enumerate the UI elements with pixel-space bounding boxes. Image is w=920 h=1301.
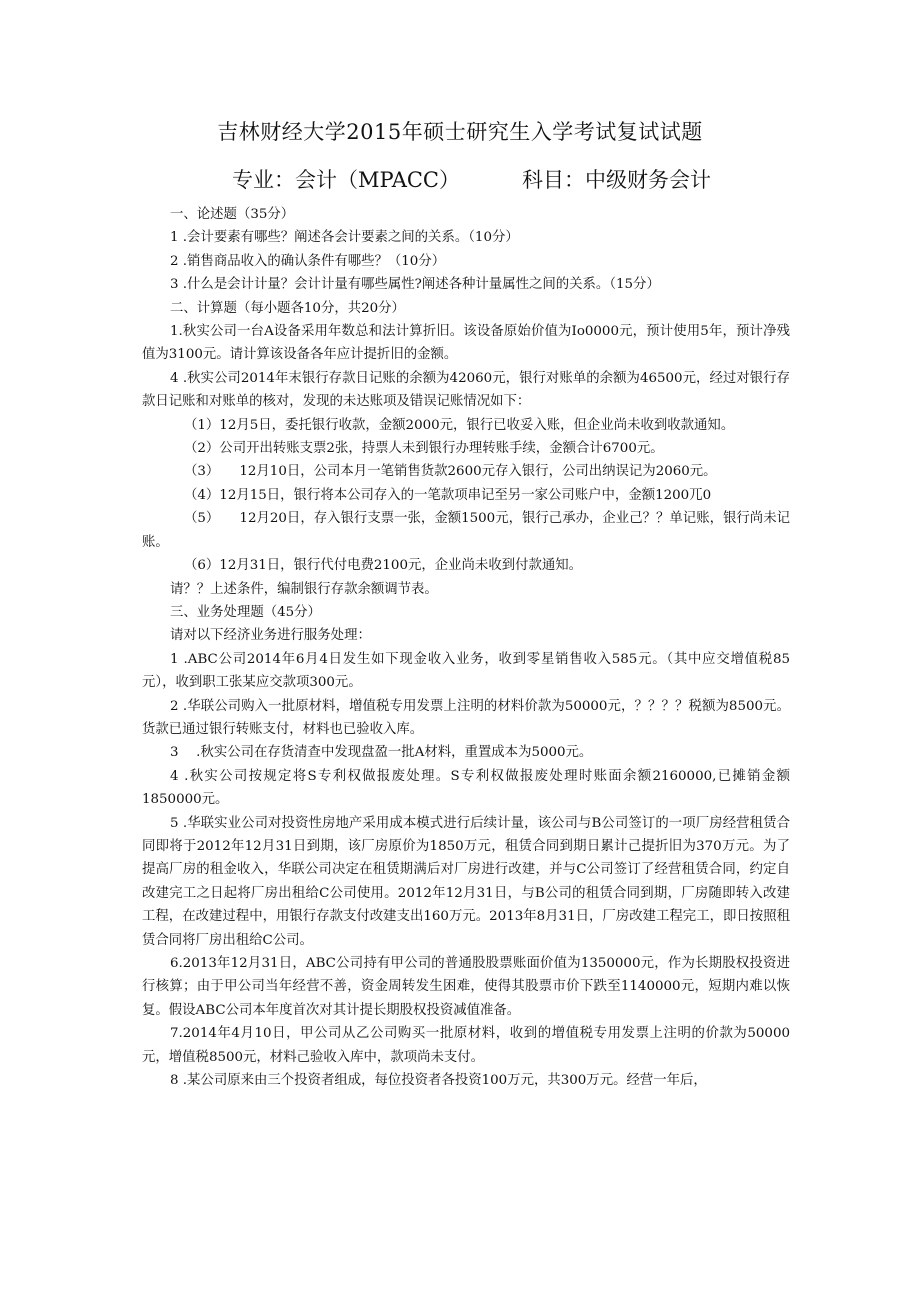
essay-question-2: 2 .销售商品收入的确认条件有哪些？（10分） [170, 253, 446, 269]
business-question-8: 8 .某公司原来由三个投资者组成，每位投资者各投资100万元，共300万元。经营一年后， [170, 1073, 707, 1089]
calculation-question-2: 4 .秋实公司2014年末银行存款日记账的余额为42060元，银行对账单的余额为46500元，经过对银行存款日记账和对账单的核对，发现的未达账项及错误记账情况如下： [142, 370, 790, 410]
business-question-1: 1 .ABC公司2014年6月4日发生如下现金收入业务，收到零星销售收入585元。（其中应交增值税85元），收到职工张某应交款项300元。 [142, 651, 790, 691]
exam-body [142, 203, 790, 1092]
business-instruction: 请对以下经济业务进行服务处理： [170, 628, 371, 644]
subject-label: 科目：中级财务会计 [522, 168, 711, 192]
section-heading-business: 三、业务处理题（45分） [170, 604, 321, 620]
exam-title: 吉林财经大学2015年硕士研究生入学考试复试试题 [217, 120, 703, 144]
calculation-question-1: 1.秋实公司一台A设备采用年数总和法计算折旧。该设备原始价值为Io0000元，预计使用5年，预计净残值为3100元。请计算该设备各年应计提折旧的金额。 [142, 324, 790, 363]
section-heading-essay: 一、论述题（35分） [170, 207, 295, 222]
business-question-5: 5 .华联实业公司对投资性房地产采用成本模式进行后续计量，该公司与B公司签订的一项厂房经营租赁合同即将于2012年12月31日到期，该厂房原价为1850万元，租赁合同到期日累计己提折旧为370万元。为了提高厂房的租金收入，华联公司决定在租赁期满后对厂房进行改建，并与C公司签订了经营租赁合同，约定自改建完工之日起将厂房出租给C公司使用。2012年12月31日，与B公司的租赁合同到期，厂房随即转入改建工程，在改建过程中，用银行存款支付改建支出160万元。2013年8月31日，厂房改建工程完工，即日按照租赁合同将厂房出租给C公司。 [142, 815, 790, 948]
reconciliation-item-1: （1）12月5日，委托银行收款，金额2000元，银行已收妥入账，但企业尚未收到收款通知。 [184, 417, 735, 433]
major-label: 专业：会计（MPACC） [232, 168, 461, 192]
reconciliation-item-2: （2）公司开出转账支票2张，持票人未到银行办理转账手续，金额合计6700元。 [184, 441, 664, 457]
business-question-2: 2 .华联公司购入一批原材料，增值税专用发票上注明的材料价款为50000元，？？？？税额为8500元。货款已通过银行转账支付，材料也已验收入库。 [142, 698, 790, 737]
essay-question-1: 1 .会计要素有哪些？阐述各会计要素之间的关系。（10分） [170, 230, 519, 246]
reconciliation-instruction: 请？？上述条件，编制银行存款余额调节表。 [170, 581, 438, 597]
business-question-3: 3 .秋实公司在存货清查中发现盘盈一批A材料，重置成本为5000元。 [170, 745, 593, 761]
business-question-7: 7.2014年4月10日，甲公司从乙公司购买一批原材料，收到的增值税专用发票上注明的价款为50000元，增值税8500元，材料己验收入库中，款项尚未支付。 [142, 1026, 790, 1065]
reconciliation-item-4: （4）12月15日，银行将本公司存入的一笔款项串记至另一家公司账户中，金额1200兀0 [184, 487, 712, 503]
reconciliation-item-6: （6）12月31日，银行代付电费2100元，企业尚未收到付款通知。 [184, 558, 583, 574]
section-heading-calculation: 二、计算题（每小题各10分，共20分） [170, 300, 405, 316]
essay-question-3: 3 .什么是会计计量？会计计量有哪些属性?阐述各种计量属性之间的关系。（15分） [170, 277, 660, 293]
business-question-6: 6.2013年12月31日，ABC公司持有甲公司的普通股股票账面价值为1350000元，作为长期股权投资进行核算；由于甲公司当年经营不善，资金周转发生困难，使得其股票市价下跌至1140000元，短期内难以恢复。假设ABC公司本年度首次对其计提长期股权投资减值准备。 [142, 956, 790, 1018]
reconciliation-item-5: （5） 12月20日，存入银行支票一张，金额1500元，银行己承办，企业己？？单记账，银行尚未记账。 [142, 511, 790, 550]
business-question-4: 4 .秋实公司按规定将S专利权做报废处理。S专利权做报废处理时账面余额2160000,已摊销金额1850000元。 [142, 768, 790, 808]
reconciliation-item-3: （3） 12月10日，公司本月一笔销售货款2600元存入银行，公司出纳误记为2060元。 [184, 464, 717, 480]
